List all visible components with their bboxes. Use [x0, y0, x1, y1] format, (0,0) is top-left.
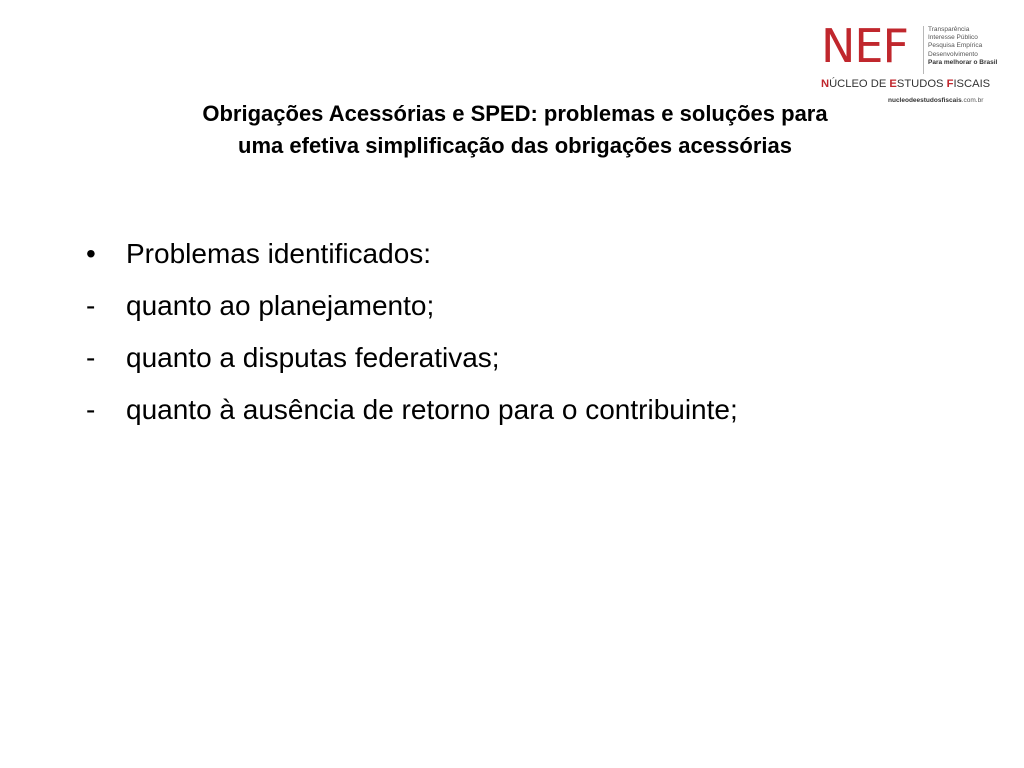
logo-divider — [923, 26, 924, 74]
logo-taglines — [928, 26, 1010, 67]
slide-title — [60, 98, 970, 162]
dash-marker: - — [86, 342, 96, 373]
list-item-text: quanto a disputas federativas; — [126, 342, 500, 373]
bullet-marker: • — [86, 238, 96, 269]
list-item — [86, 384, 986, 436]
logo-tagline: Desenvolvimento — [928, 50, 978, 58]
list-item-text: quanto à ausência de retorno para o contribuinte; — [126, 394, 738, 425]
logo-website-tld: .com.br — [961, 97, 984, 104]
logo-name-initial: N — [821, 78, 830, 90]
logo-name-part: ISCAIS — [953, 78, 991, 90]
bullet-list — [86, 228, 986, 436]
dash-marker: - — [86, 394, 96, 425]
logo-name-part: ÚCLEO DE — [829, 78, 890, 90]
list-item-text: Problemas identificados: — [126, 238, 432, 269]
list-item — [86, 280, 986, 332]
list-item — [86, 228, 986, 280]
logo-tagline: Pesquisa Empírica — [928, 42, 983, 50]
logo-tagline: Interesse Público — [928, 34, 978, 42]
logo-website-domain: nucleodeestudosfiscais — [888, 97, 962, 104]
list-item-text: quanto ao planejamento; — [126, 290, 435, 321]
slide-title-line: uma efetiva simplificação das obrigações acessórias — [238, 133, 792, 158]
list-item — [86, 332, 986, 384]
logo-name-initial: F — [946, 78, 954, 90]
logo-name-part: STUDOS — [896, 78, 947, 90]
dash-marker: - — [86, 290, 96, 321]
logo-mark: NEF — [821, 19, 908, 73]
logo-name — [821, 78, 990, 91]
logo-tagline: Para melhorar o Brasil — [928, 58, 998, 66]
logo-name-initial: E — [889, 78, 897, 90]
logo-tagline: Transparência — [928, 26, 970, 33]
slide-title-line: Obrigações Acessórias e SPED: problemas e soluções para — [202, 101, 828, 126]
